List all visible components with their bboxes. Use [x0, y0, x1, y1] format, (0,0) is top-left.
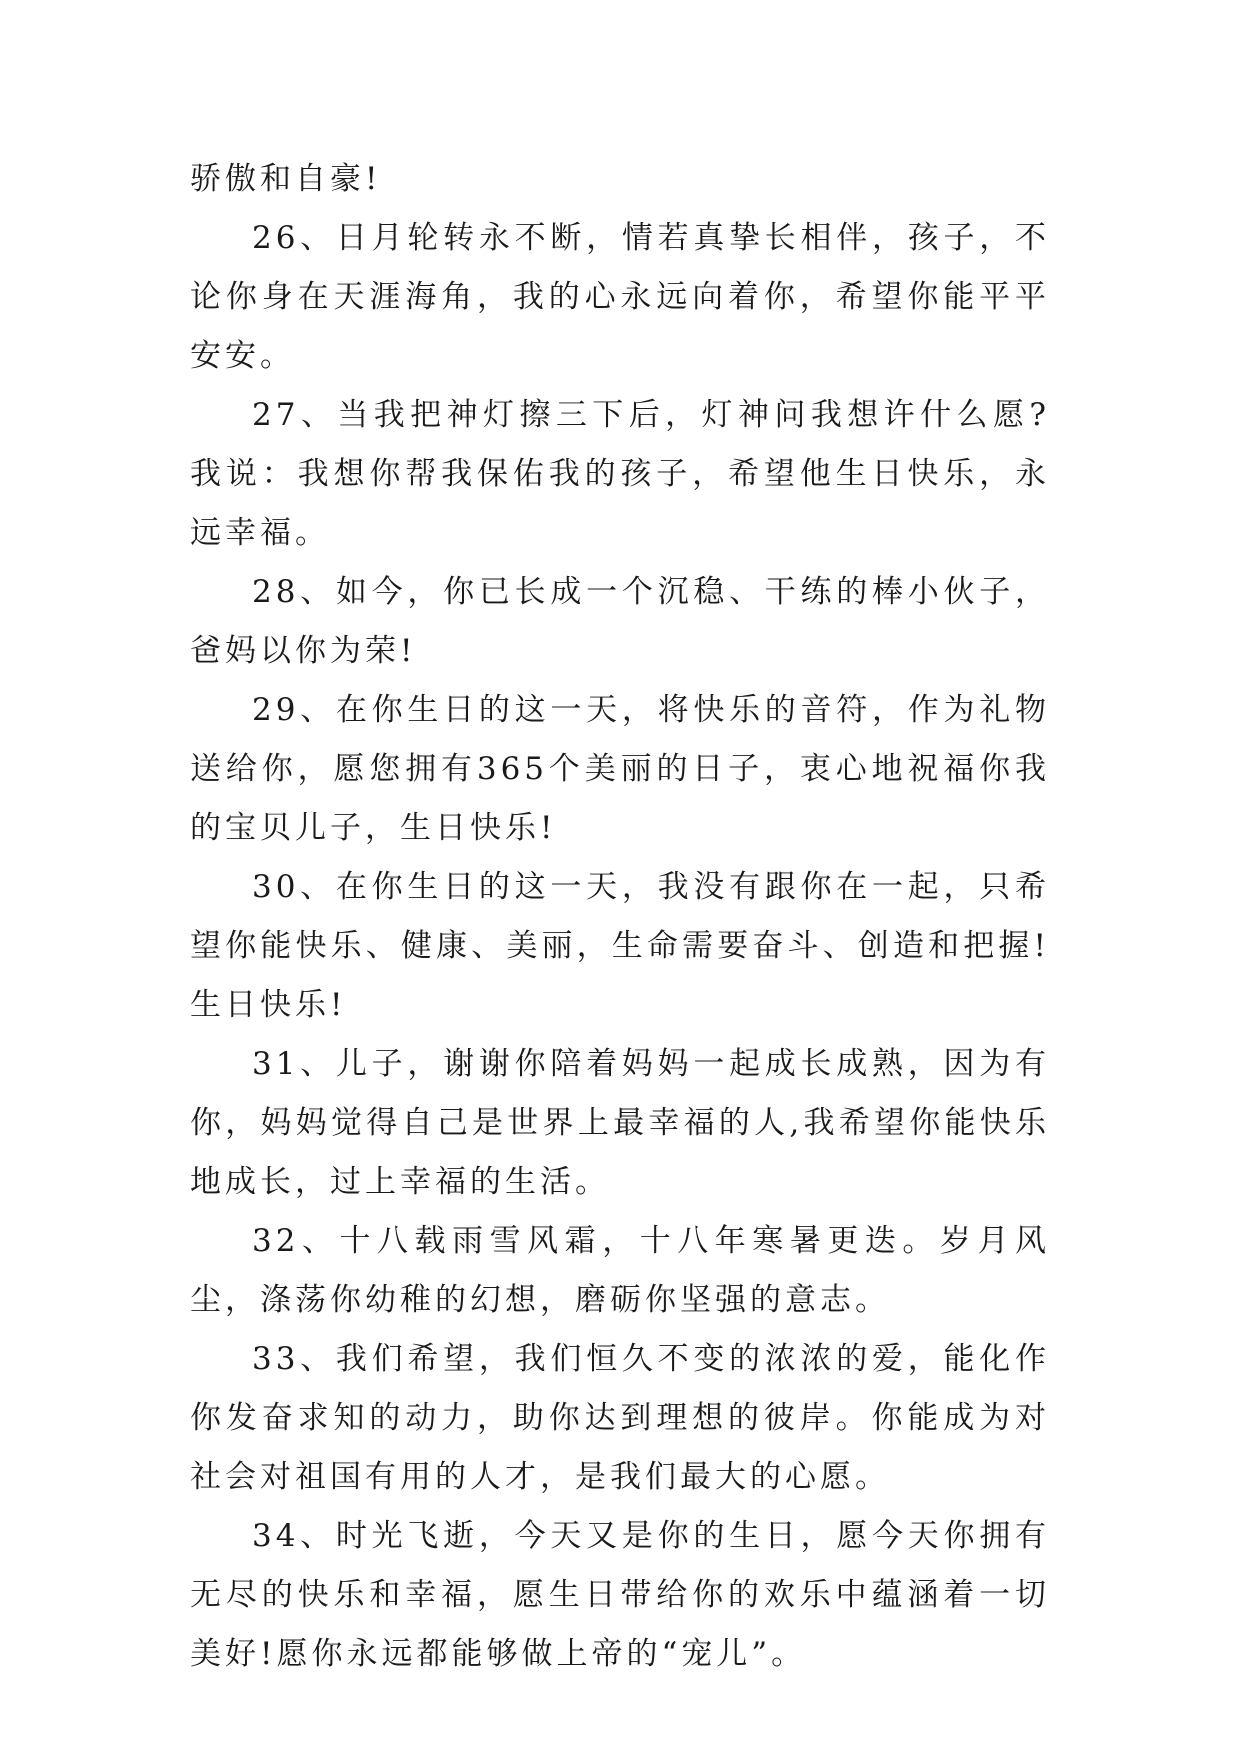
paragraph-26: 26、日月轮转永不断，情若真挚长相伴，孩子，不论你身在天涯海角，我的心永远向着你，希望你能平平安安。 [190, 220, 1050, 374]
paragraph-30: 30、在你生日的这一天，我没有跟你在一起，只希望你能快乐、健康、美丽，生命需要奋斗、创造和把握!生日快乐! [190, 869, 1050, 1023]
paragraph-33: 33、我们希望，我们恒久不变的浓浓的爱，能化作你发奋求知的动力，助你达到理想的彼岸。你能成为对社会对祖国有用的人才，是我们最大的心愿。 [190, 1341, 1050, 1495]
paragraph-34: 34、时光飞逝，今天又是你的生日，愿今天你拥有无尽的快乐和幸福，愿生日带给你的欢乐中蕴涵着一切美好!愿你永远都能够做上帝的“宠儿”。 [190, 1518, 1050, 1672]
paragraph-continuation: 骄傲和自豪! [190, 161, 382, 197]
paragraph-32: 32、十八载雨雪风霜，十八年寒暑更迭。岁月风尘，涤荡你幼稚的幻想，磨砺你坚强的意志。 [190, 1223, 1050, 1318]
paragraph-31: 31、儿子，谢谢你陪着妈妈一起成长成熟，因为有你，妈妈觉得自己是世界上最幸福的人,我希望你能快乐地成长，过上幸福的生活。 [190, 1046, 1050, 1200]
document-page [190, 150, 1050, 1684]
paragraph-27: 27、当我把神灯擦三下后，灯神问我想许什么愿?我说：我想你帮我保佑我的孩子，希望他生日快乐，永远幸福。 [190, 397, 1050, 551]
paragraph-28: 28、如今，你已长成一个沉稳、干练的棒小伙子，爸妈以你为荣! [190, 574, 1050, 669]
paragraph-29: 29、在你生日的这一天，将快乐的音符，作为礼物送给你，愿您拥有365个美丽的日子，衷心地祝福你我的宝贝儿子，生日快乐! [190, 692, 1050, 846]
